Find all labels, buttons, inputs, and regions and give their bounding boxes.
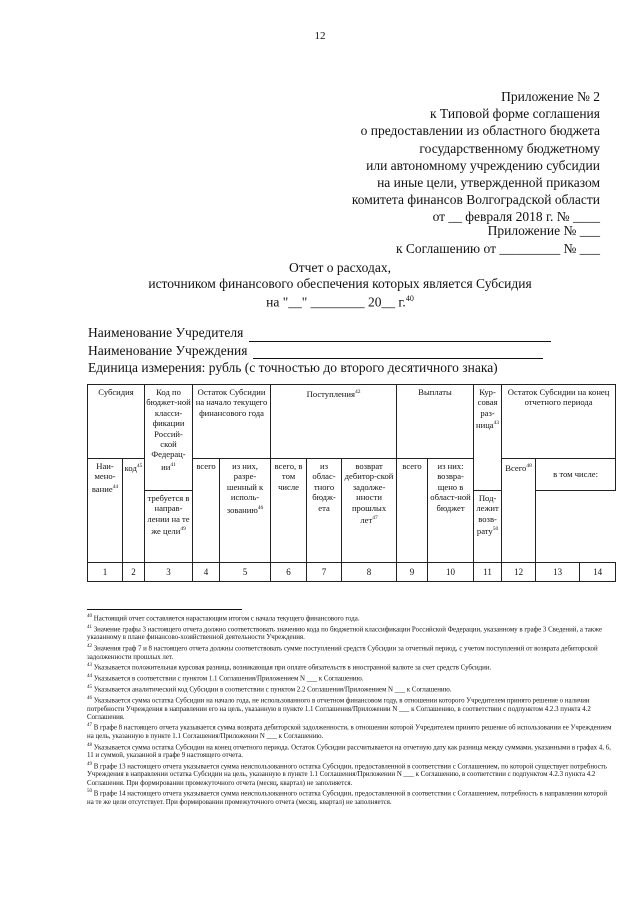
column-number: 2 xyxy=(123,563,145,582)
annex-line: государственному бюджетному xyxy=(419,140,600,156)
col-to-return: Под-лежит возв-рату$^{50}$ xyxy=(474,491,502,563)
col-including: в том числе: xyxy=(536,459,616,491)
column-numbers-row xyxy=(88,563,616,582)
annex-line: от __ февраля 2018 г. № ____ xyxy=(432,209,600,225)
footnote: $^{46}$ Указывается сумма остатка Субсидии на начало года, не использованного в отчетном финансовом году, в отношении которого Учредителем принято решение о наличии потребности Учреждения в направлении его на цель, указанную в пункте 1.1 Соглашения/Приложении N ___ к Соглашению, в соответствии с подпунктом 4.2.3 пункта 4.2 Соглашения. xyxy=(87,695,591,721)
column-number: 10 xyxy=(428,563,474,582)
report-title-line: источником финансового обеспечения которых является Субсидия xyxy=(148,275,532,291)
founder-row xyxy=(88,324,608,342)
column-number: 12 xyxy=(502,563,536,582)
column-number: 14 xyxy=(580,563,616,582)
col-required: требуется в направ-лении на те же цели$^{49}$ xyxy=(145,491,193,563)
report-table xyxy=(87,384,616,582)
column-number: 11 xyxy=(474,563,502,582)
footnote: $^{44}$ Указывается в соответствии с пунктом 1.1 Соглашения/Приложением N ___ к Соглашению. xyxy=(87,674,364,683)
report-title-line: Отчет о расходах, xyxy=(289,260,391,275)
founder-blank[interactable] xyxy=(249,328,551,342)
footnote: $^{40}$ Настоящий отчет составляется нарастающим итогом с начала текущего финансового года. xyxy=(87,614,360,623)
col-balance-permitted: из них, разре-шенный к исполь-зованию$^{46}$ xyxy=(220,459,271,563)
col-from-budget: из облас-тного бюдж-ета xyxy=(307,459,342,563)
agreement-annex-line: к Соглашению от _________ № ___ xyxy=(395,241,600,256)
col-subsidy: Субсидия xyxy=(88,385,145,459)
col-end-total: Всего$^{48}$ xyxy=(502,459,536,563)
header-row-1 xyxy=(88,385,616,459)
institution-blank[interactable] xyxy=(253,345,543,359)
unit-row xyxy=(88,359,608,377)
institution-row xyxy=(88,342,608,360)
footnotes xyxy=(87,613,615,807)
column-number: 6 xyxy=(271,563,307,582)
agreement-annex-line: Приложение № ___ xyxy=(487,223,600,238)
annex-line: или автономному учреждению субсидии xyxy=(366,157,600,173)
col-balance-total: всего xyxy=(193,459,220,563)
footnote: $^{42}$ Значения граф 7 и 8 настоящего отчета должны соответствовать сумме поступлений средств Субсидии за отчетный период, с учетом поступлений от возврата дебиторской задолженности прошлых лет. xyxy=(87,644,598,661)
col-receipts: Поступления$^{42}$ xyxy=(271,385,397,459)
report-fields xyxy=(88,324,608,377)
col-balance-end: Остаток Субсидии на конец отчетного периода xyxy=(502,385,616,459)
agreement-annex xyxy=(270,222,600,258)
column-number: 5 xyxy=(220,563,271,582)
column-number: 4 xyxy=(193,563,220,582)
unit-label: Единица измерения: рубль (с точностью до второго десятичного знака) xyxy=(88,360,498,375)
annex-header xyxy=(270,88,600,226)
col-balance-start: Остаток Субсидии на начало текущего финансового года xyxy=(193,385,271,459)
footnote: $^{43}$ Указывается положительная курсовая разница, возникающая при оплате обязательств в иностранной валюте за счет средств Субсидии. xyxy=(87,663,492,672)
col-name: Наи-мено-вание$^{44}$ xyxy=(88,459,123,563)
footnote-divider xyxy=(87,609,242,610)
column-number: 9 xyxy=(397,563,428,582)
footnote: $^{47}$ В графе 8 настоящего отчета указывается сумма возврата дебиторской задолженности, в отношении которой Учредителем принято решение об использовании ее Учреждением на цель, указанную в пункте 1.1 Соглашения/Приложении N ___ к Соглашению. xyxy=(87,723,612,741)
annex-line: на иные цели, утвержденной приказом xyxy=(377,175,600,191)
col-payments: Выплаты xyxy=(397,385,474,459)
institution-label: Наименование Учреждения xyxy=(88,342,248,358)
col-rate-difference: Кур-совая раз-ница$^{43}$ xyxy=(474,385,502,491)
footnote: $^{41}$ Значение графы 3 настоящего отчета должно соответствовать значению кода по бюджетной классификации Российской Федерации, указанному в графе 3 Сведений, а также указанному в плане финансово-хозяйственной деятельности Учреждения. xyxy=(87,624,602,642)
footnote: $^{50}$ В графе 14 настоящего отчета указывается сумма неиспользованного остатка Субсидии, предоставленной в соответствии с Соглашением, потребность в направлении которой на те же цели отсутствует. При формировании промежуточного отчета (месяц, квартал) не заполняется. xyxy=(87,789,608,806)
report-title-line xyxy=(80,291,600,310)
annex-line: о предоставлении из областного бюджета xyxy=(360,123,600,139)
footnote-ref: 40 xyxy=(405,294,414,303)
annex-line: комитета финансов Волгоградской области xyxy=(351,192,600,208)
col-receivables-return: возврат дебитор-ской задолже-нности прошлых лет$^{47}$ xyxy=(342,459,397,563)
column-number: 1 xyxy=(88,563,123,582)
col-budget-code: Код по бюджет-ной класси-фикации Россий-ской Федерац-$ии^{41}$ xyxy=(145,385,193,491)
column-number: 13 xyxy=(536,563,580,582)
col-returned-to-budget: из них: возвра-щено в област-ной бюджет xyxy=(428,459,474,563)
annex-line: Приложение № 2 xyxy=(501,89,600,104)
col-code: код$^{45}$ xyxy=(123,459,145,563)
page-number: 12 xyxy=(314,30,326,42)
annex-line: к Типовой форме соглашения xyxy=(430,106,600,122)
column-number: 8 xyxy=(342,563,397,582)
col-payments-total: всего xyxy=(397,459,428,563)
report-title xyxy=(80,260,600,310)
footnote: $^{49}$ В графе 13 настоящего отчета указывается сумма неиспользованного остатка Субсидии, предоставленной в соответствии с Соглашением, по которой существует потребность Учреждения в направлении остатка Субсидии на цель, указанную в пункте 1.1 Соглашения/Приложении N ___ к Соглашению, в соответствии с подпунктом 4.2.3 пункта 4.2 Соглашения. При формировании промежуточного отчета (месяц, квартал) не заполняется. xyxy=(87,761,607,787)
report-date: на "__" ________ 20__ г. xyxy=(266,294,406,310)
column-number: 3 xyxy=(145,563,193,582)
footnote: $^{45}$ Указывается аналитический код Субсидии в соответствии с пунктом 2.2 Соглашения/Приложением N ___ к Соглашению. xyxy=(87,685,452,694)
footnote: $^{48}$ Указывается сумма остатка Субсидии на конец отчетного периода. Остаток Субсидии рассчитывается на отчетную дату как разница между суммами, указанными в графах 4, 6, 11 и суммой, указанной в графе 9 настоящего отчета. xyxy=(87,742,611,760)
col-receipts-total: всего, в том числе xyxy=(271,459,307,563)
column-number: 7 xyxy=(307,563,342,582)
founder-label: Наименование Учредителя xyxy=(88,325,244,340)
